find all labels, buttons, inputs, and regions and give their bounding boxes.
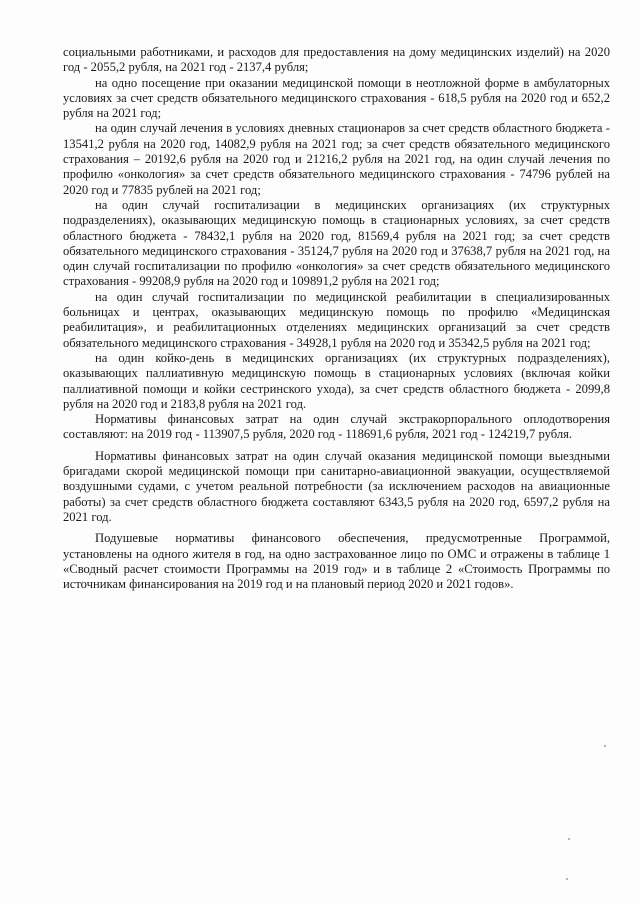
scan-speck bbox=[566, 878, 568, 880]
scan-speck bbox=[568, 838, 570, 840]
paragraph-air-ambulance-norms: Нормативы финансовых затрат на один случай оказания медицинской помощи выездными бригадами скорой медицинской помощи при санитарно-авиационной эвакуации, осуществляемой воздушными судами, с учетом реальной потребности (за исключением расходов на авиационные работы) за счет средств областного бюджета составляют 6343,5 рубля на 2020 год, 6597,2 рубля на 2021 год. bbox=[63, 448, 610, 524]
document-body bbox=[63, 45, 610, 592]
paragraph-home-medical-devices: социальными работниками, и расходов для предоставления на дому медицинских изделий) на 2020 год - 2055,2 рубля, на 2021 год - 2137,4 рубля; bbox=[63, 45, 610, 75]
scan-speck bbox=[604, 745, 606, 747]
paragraph-palliative-bed-day: на один койко-день в медицинских организациях (их структурных подразделениях), оказывающих паллиативную медицинскую помощь в стационарных условиях (включая койки паллиативной помощи и койки сестринского ухода), за счет средств областного бюджета - 2099,8 рубля на 2020 год и 2183,8 рубля на 2021 год. bbox=[63, 350, 610, 411]
paragraph-ivf-norms: Нормативы финансовых затрат на один случай экстракорпорального оплодотворения составляют: на 2019 год - 113907,5 рубля, 2020 год - 118691,6 рубля, 2021 год - 124219,7 рубля. bbox=[63, 412, 610, 442]
paragraph-hospitalization-case: на один случай госпитализации в медицинских организациях (их структурных подразделениях), оказывающих медицинскую помощь в стационарных условиях, за счет средств областного бюджета - 78432,1 рубля на 2020 год, 81569,4 рубля на 2021 год; за счет средств обязательного медицинского страхования - 35124,7 рубля на 2020 год и 37638,7 рубля на 2021 год, на один случай госпитализации по профилю «онкология» за счет средств обязательного медицинского страхования - 99208,9 рубля на 2020 год и 109891,2 рубля на 2021 год; bbox=[63, 197, 610, 289]
paragraph-per-capita-norms: Подушевые нормативы финансового обеспечения, предусмотренные Программой, установлены на одного жителя в год, на одно застрахованное лицо по ОМС и отражены в таблице 1 «Сводный расчет стоимости Программы на 2019 год» и в таблице 2 «Стоимость Программы по источникам финансирования на 2019 год и на плановый период 2020 и 2021 годов». bbox=[63, 531, 610, 592]
paragraph-rehabilitation-case: на один случай госпитализации по медицинской реабилитации в специализированных больницах и центрах, оказывающих медицинскую помощь по профилю «Медицинская реабилитация», и реабилитационных отделениях медицинских организаций за счет средств обязательного медицинского страхования - 34928,1 рубля на 2020 год и 35342,5 рубля на 2021 год; bbox=[63, 289, 610, 350]
paragraph-emergency-outpatient-visit: на одно посещение при оказании медицинской помощи в неотложной форме в амбулаторных условиях за счет средств обязательного медицинского страхования - 618,5 рубля на 2020 год и 652,2 рубля на 2021 год; bbox=[63, 75, 610, 121]
paragraph-day-hospital-case: на один случай лечения в условиях дневных стационаров за счет средств областного бюджета - 13541,2 рубля на 2020 год, 14082,9 рубля на 2021 год; за счет средств обязательного медицинского страхования – 20192,6 рубля на 2020 год и 21216,2 рубля на 2021 год, на один случай лечения по профилю «онкология» за счет средств обязательного медицинского страхования - 74796 рублей на 2020 год и 77835 рублей на 2021 год; bbox=[63, 121, 610, 197]
